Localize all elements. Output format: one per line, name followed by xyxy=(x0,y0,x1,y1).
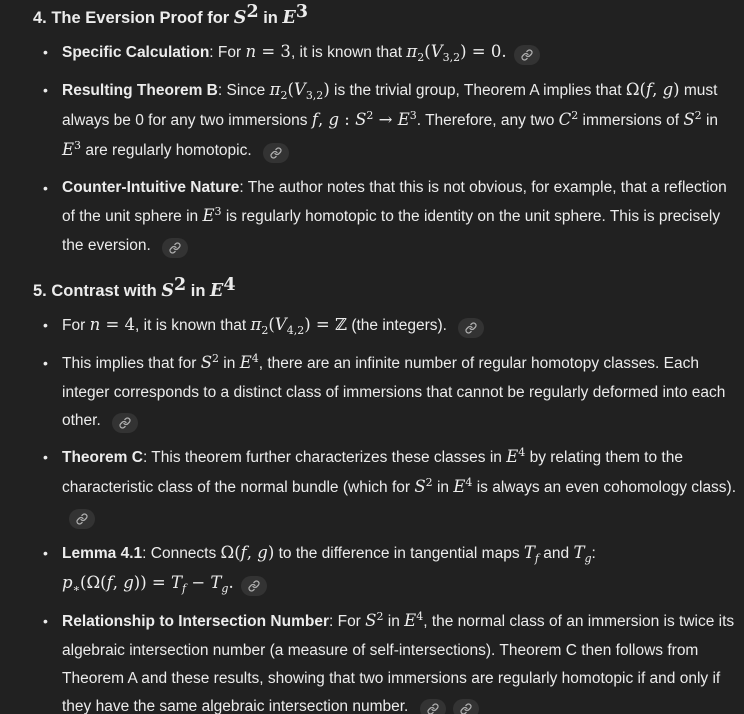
body-text: , it is known that xyxy=(135,317,251,334)
math-text: 3 xyxy=(295,2,308,22)
math-text: 2 xyxy=(246,2,259,22)
bullet-marker: • xyxy=(43,355,48,371)
math-text: g xyxy=(662,80,674,99)
body-text: is the trivial group, Theorem A implies that xyxy=(329,82,626,99)
math-text: S xyxy=(355,110,367,129)
math-text: E xyxy=(239,353,252,372)
math-text: ∗ xyxy=(72,582,81,595)
bullet-marker: • xyxy=(43,180,48,196)
math-text: ℤ xyxy=(334,315,348,334)
bullet-marker: • xyxy=(43,613,48,629)
math-text: 2 xyxy=(212,352,219,365)
math-text: g xyxy=(123,573,134,592)
list-item xyxy=(33,443,738,531)
body-text: : For xyxy=(209,44,246,61)
bold-text: in xyxy=(258,9,283,27)
math-text: g xyxy=(221,582,229,595)
math-text: S xyxy=(683,110,695,129)
math-text: 2 xyxy=(173,275,187,295)
body-text: immersions of xyxy=(578,112,684,129)
math-text: Ω( xyxy=(220,543,241,562)
body-text: For xyxy=(62,317,90,334)
math-text: 2 xyxy=(425,476,433,489)
math-text: E xyxy=(404,611,417,630)
bold-text: 4. The Eversion Proof for xyxy=(33,9,234,27)
math-text: = 0. xyxy=(466,42,507,61)
math-text: , xyxy=(652,80,663,99)
math-text: g xyxy=(257,543,268,562)
math-text: 3,2 xyxy=(305,89,324,102)
math-text: S xyxy=(200,353,212,372)
list-item-text xyxy=(62,539,596,599)
math-text: ) xyxy=(304,315,311,334)
math-text: 4,2 xyxy=(286,324,305,337)
body-text: (the integers). xyxy=(347,317,452,334)
bullet-marker: • xyxy=(43,545,48,561)
link-icon xyxy=(76,513,88,525)
math-text: f xyxy=(240,543,247,562)
citation-link[interactable] xyxy=(453,699,479,714)
body-text: in xyxy=(219,355,240,372)
list-item xyxy=(33,349,738,435)
bullet-marker: • xyxy=(43,44,48,60)
body-text: in xyxy=(701,112,719,129)
link-icon xyxy=(427,703,439,714)
math-text: 2 xyxy=(694,109,702,122)
math-text: 3 xyxy=(74,139,82,152)
math-text: . xyxy=(228,573,234,592)
math-text: S xyxy=(414,477,426,496)
math-text: V xyxy=(274,315,287,334)
link-icon xyxy=(521,49,533,61)
link-icon xyxy=(270,147,282,159)
math-text: f xyxy=(106,573,113,592)
math-text: E xyxy=(506,447,519,466)
bullet-list xyxy=(33,38,738,260)
math-text: 4 xyxy=(416,610,424,623)
math-text: f xyxy=(311,110,318,129)
math-text: ) xyxy=(460,42,467,61)
math-text: n xyxy=(245,42,257,61)
body-text: in xyxy=(432,479,454,496)
bold-text: Specific Calculation xyxy=(62,44,210,61)
body-text: must always be 0 for any two immersions xyxy=(62,82,718,129)
math-text: g xyxy=(584,552,592,565)
math-text: π xyxy=(250,315,262,334)
document-section xyxy=(33,275,738,714)
bullet-list xyxy=(33,311,738,714)
math-text: 3 xyxy=(409,109,417,122)
math-text: 2 xyxy=(280,89,288,102)
math-text: , xyxy=(317,110,329,129)
math-text: = 4 xyxy=(100,315,136,334)
math-text: E xyxy=(397,110,410,129)
bullet-marker: • xyxy=(43,317,48,333)
body-text: , the normal class of an immersion is twice its algebraic intersection number (a measure of self-intersections). Theorem C then follows from Theorem A and these results, showing that two immersions are regularly homotopic if and only if they have the same algebraic intersection number. xyxy=(62,613,735,714)
math-text: 4 xyxy=(518,446,526,459)
bold-text: in xyxy=(186,282,211,300)
body-text: are regularly homotopic. xyxy=(81,142,256,159)
bold-text: 5. Contrast with xyxy=(33,282,162,300)
math-text: T xyxy=(170,573,182,592)
math-text: p xyxy=(62,573,73,592)
math-text: S xyxy=(233,8,247,28)
math-text: → xyxy=(373,110,398,129)
math-text: 4 xyxy=(465,476,473,489)
math-text: , xyxy=(246,543,258,562)
section-heading xyxy=(33,2,738,30)
list-item xyxy=(33,76,738,166)
citation-link[interactable] xyxy=(514,45,540,65)
math-text: E xyxy=(62,140,75,159)
math-text: T xyxy=(523,543,535,562)
list-item-text xyxy=(62,443,738,531)
math-text: = xyxy=(310,315,335,334)
citation-link[interactable] xyxy=(458,318,484,338)
citation-link[interactable] xyxy=(263,143,289,163)
body-text: , there are an infinite number of regular homotopy classes. Each integer corresponds to a distinct class of immersions that cannot be regularly deformed into each other. xyxy=(62,355,726,429)
math-text: ) xyxy=(673,80,680,99)
body-text: is regularly homotopic to the identity on the unit sphere. This is precisely the eversion. xyxy=(62,208,721,254)
math-text: E xyxy=(282,8,296,28)
math-text: = 3 xyxy=(256,42,291,61)
math-text: 2 xyxy=(571,109,579,122)
math-text: − xyxy=(186,573,211,592)
math-text: Ω( xyxy=(625,80,646,99)
math-text: π xyxy=(269,80,281,99)
list-item xyxy=(33,607,738,714)
body-text: , it is known that xyxy=(290,44,407,61)
math-text: g xyxy=(328,110,339,129)
list-item-text xyxy=(62,349,738,435)
math-text: ( xyxy=(424,42,431,61)
math-text: , xyxy=(112,573,124,592)
math-text: S xyxy=(161,281,174,301)
math-text: T xyxy=(210,573,222,592)
list-item-text xyxy=(62,38,540,68)
math-text: ( xyxy=(287,80,294,99)
bullet-marker: • xyxy=(43,82,48,98)
math-text: E xyxy=(453,477,466,496)
math-text: f xyxy=(182,582,187,595)
math-text: n xyxy=(89,315,101,334)
math-text: T xyxy=(573,543,585,562)
body-text: : xyxy=(591,545,596,562)
link-icon xyxy=(248,580,260,592)
math-text: π xyxy=(406,42,418,61)
citation-link[interactable] xyxy=(162,238,188,258)
list-item xyxy=(33,38,738,68)
body-text: is always an even cohomology class). xyxy=(472,479,737,496)
body-text: : This theorem further characterizes these classes in xyxy=(142,449,507,466)
body-text: This implies that for xyxy=(62,355,201,372)
body-text: : Connects xyxy=(142,545,221,562)
math-text: )) = xyxy=(133,573,171,592)
list-item-text xyxy=(62,76,738,166)
math-text: 4 xyxy=(251,352,259,365)
list-item xyxy=(33,539,738,599)
section-heading xyxy=(33,275,738,303)
list-item xyxy=(33,174,738,260)
citation-link[interactable] xyxy=(112,413,138,433)
math-text: S xyxy=(365,611,377,630)
body-text: . Therefore, any two xyxy=(416,112,559,129)
math-text: 2 xyxy=(417,51,425,64)
citation-link[interactable] xyxy=(420,699,446,714)
math-text: ) xyxy=(323,80,330,99)
math-text: E xyxy=(210,281,224,301)
body-text: : For xyxy=(328,613,366,630)
document-section xyxy=(33,2,738,260)
link-icon xyxy=(465,322,477,334)
list-item-text xyxy=(62,311,484,341)
math-text: ( xyxy=(268,315,275,334)
citation-link[interactable] xyxy=(241,576,267,596)
math-text: 2 xyxy=(366,109,374,122)
body-text: in xyxy=(383,613,405,630)
math-text: 4 xyxy=(223,275,236,295)
link-icon xyxy=(169,242,181,254)
list-item xyxy=(33,311,738,341)
math-text: f xyxy=(645,80,653,99)
math-text: 2 xyxy=(376,610,384,623)
body-text: to the difference in tangential maps xyxy=(274,545,524,562)
bold-text: Relationship to Intersection Number xyxy=(62,613,329,630)
math-text: 3,2 xyxy=(442,51,461,64)
body-text: by relating them to the characteristic class of the normal bundle (which for xyxy=(62,449,683,496)
list-item-text xyxy=(62,607,738,714)
math-text: (Ω( xyxy=(80,573,107,592)
math-text: V xyxy=(293,80,306,99)
body-text: and xyxy=(538,545,574,562)
citation-link[interactable] xyxy=(69,509,95,529)
math-text: C xyxy=(558,110,572,129)
math-text: V xyxy=(430,42,443,61)
list-item-text xyxy=(62,174,738,260)
bullet-marker: • xyxy=(43,449,48,465)
math-text: E xyxy=(202,206,215,225)
link-icon xyxy=(460,703,472,714)
bold-text: Lemma 4.1 xyxy=(62,545,143,562)
link-icon xyxy=(119,417,131,429)
math-text: ) xyxy=(267,543,275,562)
bold-text: Counter-Intuitive Nature xyxy=(62,179,240,196)
bold-text: Theorem C xyxy=(62,449,143,466)
body-text: : The author notes that this is not obvious, for example, that a reflection of the unit sphere in xyxy=(62,179,727,225)
math-text: 2 xyxy=(261,324,269,337)
math-text: : xyxy=(339,110,356,129)
math-text: 3 xyxy=(214,205,222,218)
math-text: f xyxy=(534,552,539,565)
bold-text: Resulting Theorem B xyxy=(62,82,218,99)
body-text: : Since xyxy=(217,82,270,99)
